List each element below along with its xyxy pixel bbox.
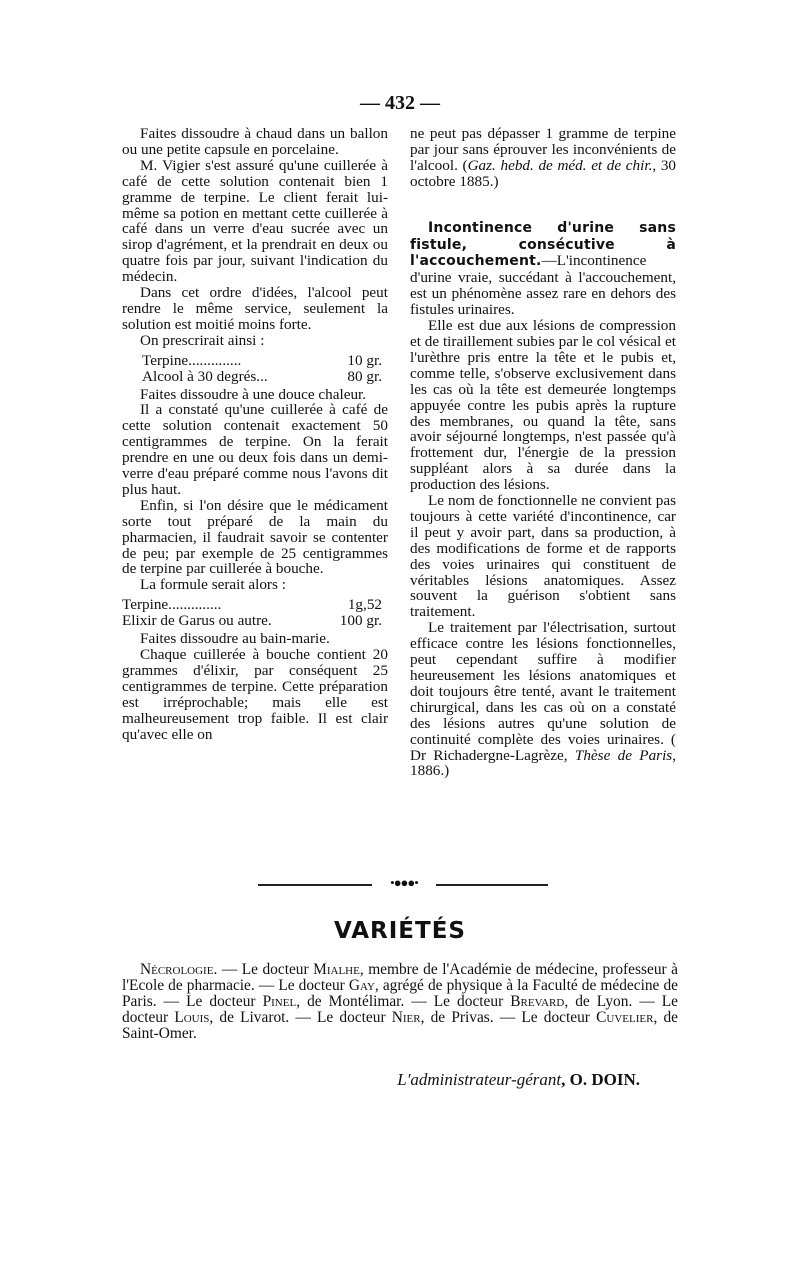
paragraph xyxy=(410,126,676,190)
person-name: Gay xyxy=(348,977,375,994)
spacer xyxy=(410,190,676,220)
person-name: Mialhe xyxy=(313,961,360,978)
person-name: Nier xyxy=(391,1009,421,1026)
person-name: Louis xyxy=(174,1009,210,1026)
paragraph: Dans cet ordre d'idées, l'alcool peut rendre le même service, seulement la solution est moitié moins forte. xyxy=(122,284,388,333)
paragraph: Faites dissoudre à chaud dans un ballon ou une petite capsule en porcelaine. xyxy=(122,125,388,158)
paragraph: Enfin, si l'on désire que le médicament sorte tout préparé de la main du pharmacien, il faudrait savoir se contenter de peu; par exemple de 25 centigrammes de terpine par cuillerée à bouche. xyxy=(122,496,388,578)
person-name: Cuvelier xyxy=(596,1009,654,1026)
paragraph: Il a constaté qu'une cuillerée à café de cette solution contenait exactement 50 centigrammes de terpine. On la ferait prendre en une ou deux fois dans un demi-verre d'eau préparé comme nous l'avons dit plus haut. xyxy=(122,401,388,498)
paragraph: M. Vigier s'est assuré qu'une cuillerée à café de cette solution contenait bien 1 gramme de terpine. Le client ferait lui-même sa potion en mettant cette cuillerée à café dans un verre d'eau sucrée avec un sirop d'agrément, et la prendrait en deux ou quatre fois par jour, suivant l'indication du médecin. xyxy=(122,156,388,286)
section-title: VARIÉTÉS xyxy=(334,918,466,944)
quantity: 1g,52 xyxy=(347,596,382,614)
paragraph: Chaque cuillerée à bouche contient 20 grammes d'élixir, par conséquent 25 centigrammes de terpine. Cette préparation est irréprochable; mais elle est malheureusement trop faible. Il est clair qu'avec elle on xyxy=(122,646,388,743)
paragraph xyxy=(410,620,676,779)
person-name: Pinel xyxy=(262,993,297,1010)
paragraph xyxy=(122,962,678,1042)
paragraph: La formule serait alors : xyxy=(140,576,286,594)
text: —L'incontinence d'urine vraie, succédant à l'accouchement, est un phénomène assez rare en dehors des fistules urinaires. xyxy=(410,252,676,319)
prescription-line xyxy=(142,369,388,385)
text: , de Montélimar. — Le docteur xyxy=(296,993,511,1010)
ingredient: Alcool à 30 degrés... xyxy=(142,367,268,385)
prescription-line xyxy=(142,353,388,369)
quantity: 100 gr. xyxy=(339,612,382,630)
paragraph: Le nom de fonctionnelle ne convient pas toujours à cette variété d'incontinence, car il peut y avoir part, dans sa production, à des modifications de forme et de rapports des voies urinaires qui constituent de véritables lésions anatomiques. Assez souvent la guérison s'obtient sans traitement. xyxy=(410,492,676,621)
citation: Gaz. hebd. de méd. et de chir. xyxy=(467,156,653,174)
prescription-line xyxy=(122,613,388,629)
article-heading: Incontinence d'urine sans fistule, consécutive à l'accouchement. xyxy=(410,219,676,270)
page-number: — 432 — xyxy=(360,92,440,114)
prescription-1 xyxy=(142,353,388,385)
text: , membre de l'Académie de médecine, professeur à l'Ecole de pharmacie. — Le docteur xyxy=(122,961,678,994)
text: , de Lyon. — Le docteur xyxy=(122,993,678,1026)
text: , 1886.) xyxy=(410,746,676,780)
text: — Le docteur xyxy=(217,961,314,978)
ingredient: Elixir de Garus ou autre. xyxy=(122,612,272,630)
necrologie-block xyxy=(122,962,678,1042)
left-column xyxy=(122,126,388,742)
ingredient: Terpine.............. xyxy=(142,351,242,369)
label: Nécrologie. xyxy=(140,961,218,978)
signature-role: L'administrateur-gérant xyxy=(397,1070,562,1089)
text: , de Livarot. — Le docteur xyxy=(209,1009,392,1026)
paragraph: Elle est due aux lésions de compression et de tiraillement subies par le col vésical et l'urèthre pris entre la tête et le pubis et, comme telle, s'observe exclusivement dans les cas où la tête est demeurée longtemps appuyée contre les pubis après la rupture des membranes, ou quand la tête, sans avoir séjourné longtemps, n'est passée qu'à frottement dur, l'énergie de la pression suppléant alors à sa durée dans la production des lésions. xyxy=(410,317,676,494)
person-name: Brevard xyxy=(510,993,565,1010)
prescription-line xyxy=(122,597,388,613)
prescription-2 xyxy=(122,597,388,629)
citation: Thèse de Paris xyxy=(574,746,673,764)
ingredient: Terpine.............. xyxy=(122,596,222,614)
right-column xyxy=(410,126,676,779)
text: Le traitement par l'électrisation, surtout efficace contre les lésions fonctionnelles, peut cependant suffire à modifier heureusement les lésions anatomiques et doit toujours être tenté, avant le traitement chirurgical, dans les cas où on a constaté des lésions autres qu'une solution de continuité complète des voies urinaires. ( Dr Richadergne-Lagrèze, xyxy=(410,619,676,764)
signature-name: , O. DOIN. xyxy=(561,1070,640,1089)
paragraph: Faites dissoudre au bain-marie. xyxy=(140,630,330,648)
text: , agrégé de physique à la Faculté de médecine de Paris. — Le docteur xyxy=(122,977,678,1010)
paragraph: Faites dissoudre à une douce chaleur. xyxy=(140,385,367,403)
text: , de Privas. — Le docteur xyxy=(420,1009,597,1026)
text: , 30 octobre 1885.) xyxy=(410,156,677,190)
divider-ornament: •●●●• xyxy=(372,876,436,890)
quantity: 80 gr. xyxy=(347,367,382,385)
text: , de Saint-Omer. xyxy=(122,1009,678,1042)
article-paragraph xyxy=(410,220,676,318)
paragraph: On prescrirait ainsi : xyxy=(140,331,265,349)
signature xyxy=(397,1070,640,1090)
text: ne peut pas dépasser 1 gramme de terpine par jour sans éprouver les inconvénients de l'alcool. ( xyxy=(410,125,676,174)
quantity: 10 gr. xyxy=(347,351,382,369)
